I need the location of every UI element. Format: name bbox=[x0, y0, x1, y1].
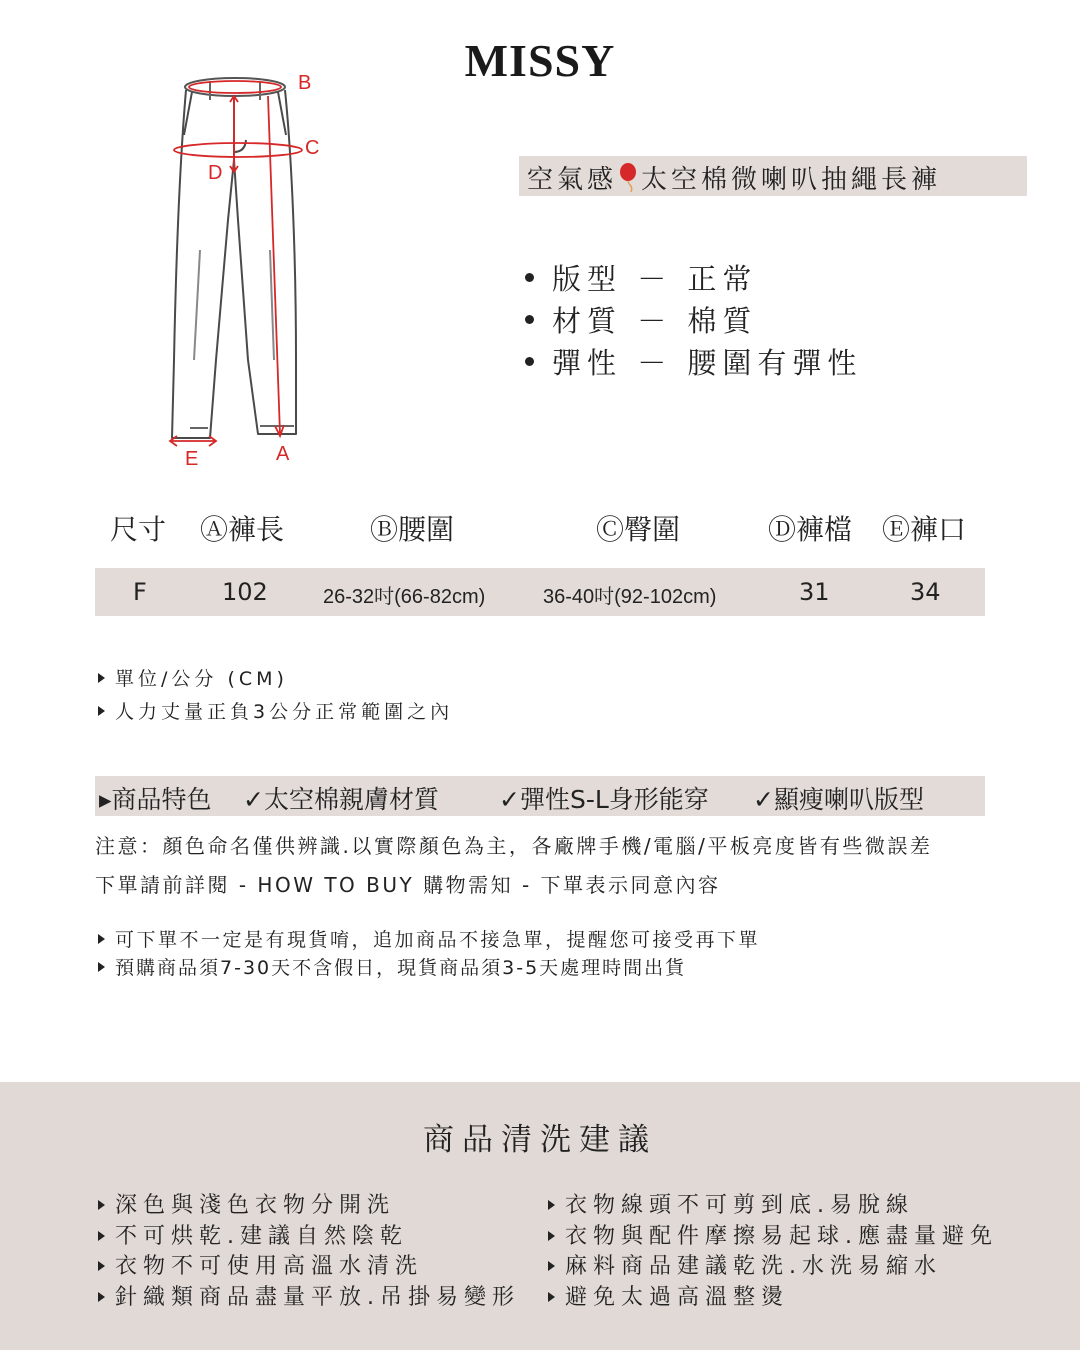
care-text: 針織類商品盡量平放.吊掛易變形 bbox=[115, 1284, 520, 1310]
product-title-prefix: 空氣感 bbox=[527, 165, 618, 195]
table-cell-hem: 34 bbox=[910, 578, 941, 606]
bullet-icon bbox=[525, 315, 534, 324]
table-header-rise: Ⓓ褲檔 bbox=[768, 513, 853, 546]
care-item bbox=[98, 1283, 520, 1314]
triangle-icon bbox=[98, 1292, 105, 1302]
table-cell-waist: 26-32吋(66-82cm) bbox=[323, 586, 486, 608]
highlights-bar bbox=[95, 776, 985, 816]
care-item bbox=[548, 1191, 998, 1222]
pants-diagram bbox=[150, 60, 350, 480]
care-section bbox=[0, 1082, 1080, 1350]
bullet-icon bbox=[525, 273, 534, 282]
diagram-label-c: C bbox=[305, 137, 320, 159]
care-text: 深色與淺色衣物分開洗 bbox=[115, 1193, 396, 1218]
highlight-item: ✓顯瘦喇叭版型 bbox=[753, 785, 924, 814]
diagram-label-d: D bbox=[208, 162, 223, 184]
highlight-item: ✓彈性S-L身形能穿 bbox=[499, 785, 709, 814]
order-note-text: 可下單不一定是有現貨唷，追加商品不接急單，提醒您可接受再下單 bbox=[115, 929, 761, 951]
care-list-right bbox=[548, 1191, 998, 1313]
care-item bbox=[548, 1222, 998, 1253]
triangle-icon bbox=[548, 1292, 555, 1302]
triangle-icon bbox=[98, 706, 105, 716]
care-title: 商品清洗建議 bbox=[423, 1122, 657, 1158]
feature-list bbox=[525, 258, 862, 384]
balloon-icon bbox=[617, 162, 641, 192]
order-note-text: 預購商品須7-30天不含假日，現貨商品須3-5天處理時間出貨 bbox=[115, 957, 687, 979]
triangle-icon bbox=[548, 1231, 555, 1241]
note-text: 人力丈量正負3公分正常範圍之內 bbox=[115, 701, 454, 723]
product-title-main: 太空棉微喇叭抽繩長褲 bbox=[641, 165, 942, 195]
care-item bbox=[548, 1252, 998, 1283]
bullet-icon bbox=[525, 357, 534, 366]
care-item bbox=[98, 1222, 520, 1253]
triangle-icon bbox=[548, 1261, 555, 1271]
brand-logo: MISSY bbox=[464, 35, 616, 86]
care-item bbox=[548, 1283, 998, 1314]
triangle-icon bbox=[98, 962, 105, 972]
note-item bbox=[98, 697, 453, 724]
feature-item bbox=[525, 258, 862, 300]
triangle-icon bbox=[98, 673, 105, 683]
table-cell-size: F bbox=[133, 578, 147, 606]
care-text: 不可烘乾.建議自然陰乾 bbox=[115, 1223, 408, 1249]
note-text: 單位/公分 (CM) bbox=[115, 668, 288, 690]
care-list-left bbox=[98, 1191, 520, 1313]
diagram-label-b: B bbox=[298, 72, 312, 94]
feature-text: 彈性 － 腰圍有彈性 bbox=[552, 346, 863, 380]
care-item bbox=[98, 1252, 520, 1283]
table-header-hem: Ⓔ褲口 bbox=[882, 513, 967, 546]
triangle-icon bbox=[98, 1200, 105, 1210]
note-item bbox=[98, 664, 288, 691]
table-cell-length: 102 bbox=[222, 578, 268, 606]
order-note bbox=[98, 925, 760, 952]
product-title-bar bbox=[519, 156, 1027, 196]
care-text: 衣物與配件摩擦易起球.應盡量避免 bbox=[565, 1223, 998, 1249]
triangle-icon bbox=[548, 1200, 555, 1210]
highlight-item: ✓太空棉親膚材質 bbox=[243, 785, 439, 814]
triangle-icon bbox=[98, 1261, 105, 1271]
feature-text: 材質 － 棉質 bbox=[552, 304, 758, 338]
diagram-label-e: E bbox=[185, 448, 199, 470]
feature-item bbox=[525, 342, 862, 384]
highlight-label: ▸商品特色 bbox=[99, 785, 212, 814]
care-text: 麻料商品建議乾洗.水洗易縮水 bbox=[565, 1254, 942, 1279]
order-note bbox=[98, 953, 686, 980]
diagram-label-a: A bbox=[276, 443, 290, 465]
table-header-size: 尺寸 bbox=[110, 513, 167, 546]
attention-line: 下單請前詳閱 - HOW TO BUY 購物需知 - 下單表示同意內容 bbox=[95, 873, 721, 897]
table-cell-rise: 31 bbox=[799, 578, 830, 606]
care-text: 衣物線頭不可剪到底.易脫線 bbox=[565, 1193, 914, 1218]
table-header-waist: Ⓑ腰圍 bbox=[370, 513, 455, 546]
triangle-icon bbox=[98, 934, 105, 944]
product-title bbox=[527, 159, 941, 196]
triangle-icon bbox=[98, 1231, 105, 1241]
table-cell-hip: 36-40吋(92-102cm) bbox=[543, 586, 717, 608]
table-header-hip: Ⓒ臀圍 bbox=[596, 513, 681, 546]
table-header-length: Ⓐ褲長 bbox=[200, 513, 285, 546]
feature-item bbox=[525, 300, 862, 342]
care-text: 避免太過高溫整燙 bbox=[565, 1284, 790, 1310]
care-item bbox=[98, 1191, 520, 1222]
care-text: 衣物不可使用高溫水清洗 bbox=[115, 1254, 424, 1279]
attention-line: 注意：顏色命名僅供辨識.以實際顏色為主，各廠牌手機/電腦/平板亮度皆有些微誤差 bbox=[95, 834, 933, 858]
pants-sketch bbox=[150, 60, 350, 480]
feature-text: 版型 － 正常 bbox=[552, 262, 758, 296]
